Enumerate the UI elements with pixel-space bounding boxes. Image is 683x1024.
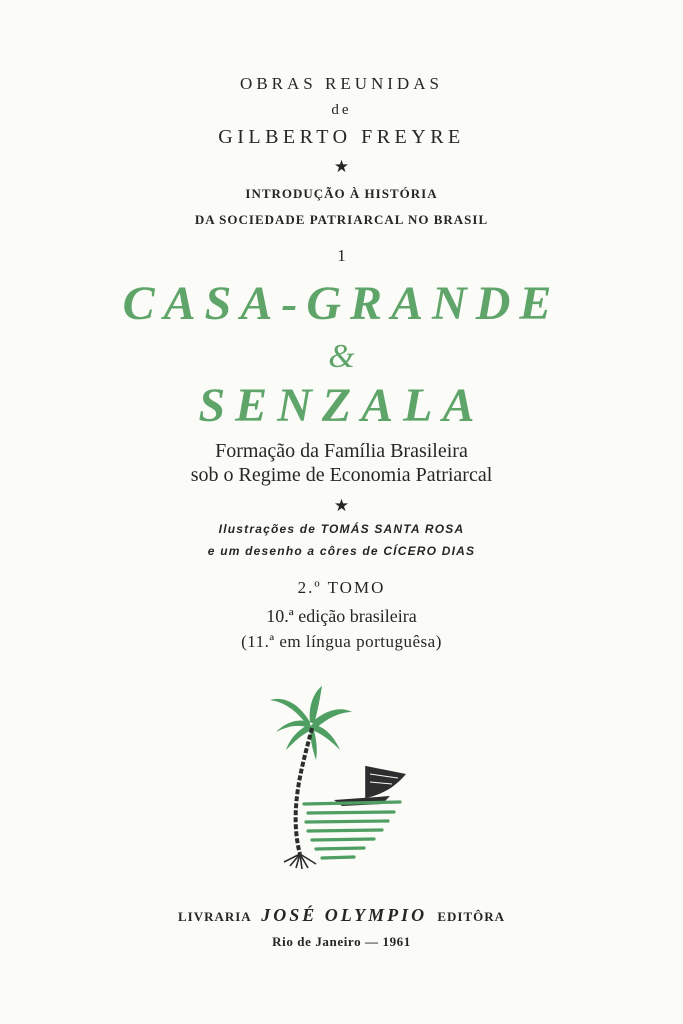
book-title-line2: SENZALA — [198, 379, 485, 432]
palm-tree-boat-colophon-icon — [268, 682, 414, 878]
volume-number: 1 — [337, 246, 346, 265]
volume-tomo: 2.º TOMO — [297, 578, 386, 597]
series-title: OBRAS REUNIDAS — [240, 74, 443, 93]
publication-place-year: Rio de Janeiro — 1961 — [272, 934, 411, 949]
publisher-line — [0, 905, 683, 926]
book-title-line1: CASA-GRANDE — [122, 277, 561, 330]
publisher-name: JOSÉ OLYMPIO — [261, 905, 428, 925]
book-description-line1: Formação da Família Brasileira — [215, 440, 468, 462]
series-subtitle-line2: DA SOCIEDADE PATRIARCAL NO BRASIL — [194, 212, 489, 227]
series-connector: de — [331, 102, 352, 118]
book-description-line2: sob o Regime de Economia Patriarcal — [190, 464, 493, 486]
star-ornament-icon: ★ — [333, 157, 350, 176]
star-ornament-icon-2: ★ — [333, 496, 350, 515]
author-name: GILBERTO FREYRE — [218, 126, 465, 148]
drawing-credit: e um desenho a côres de CÍCERO DIAS — [207, 544, 476, 558]
illustrator-credit: Ilustrações de TOMÁS SANTA ROSA — [218, 522, 465, 536]
book-title-ampersand: & — [328, 338, 355, 375]
publisher-prefix: LIVRARIA — [177, 909, 251, 924]
edition-language-info: (11.ª em língua portuguêsa) — [241, 632, 442, 651]
series-subtitle-line1: INTRODUÇÃO À HISTÓRIA — [245, 186, 438, 201]
publisher-suffix: EDITÔRA — [437, 909, 506, 924]
edition-info: 10.ª edição brasileira — [266, 606, 417, 626]
